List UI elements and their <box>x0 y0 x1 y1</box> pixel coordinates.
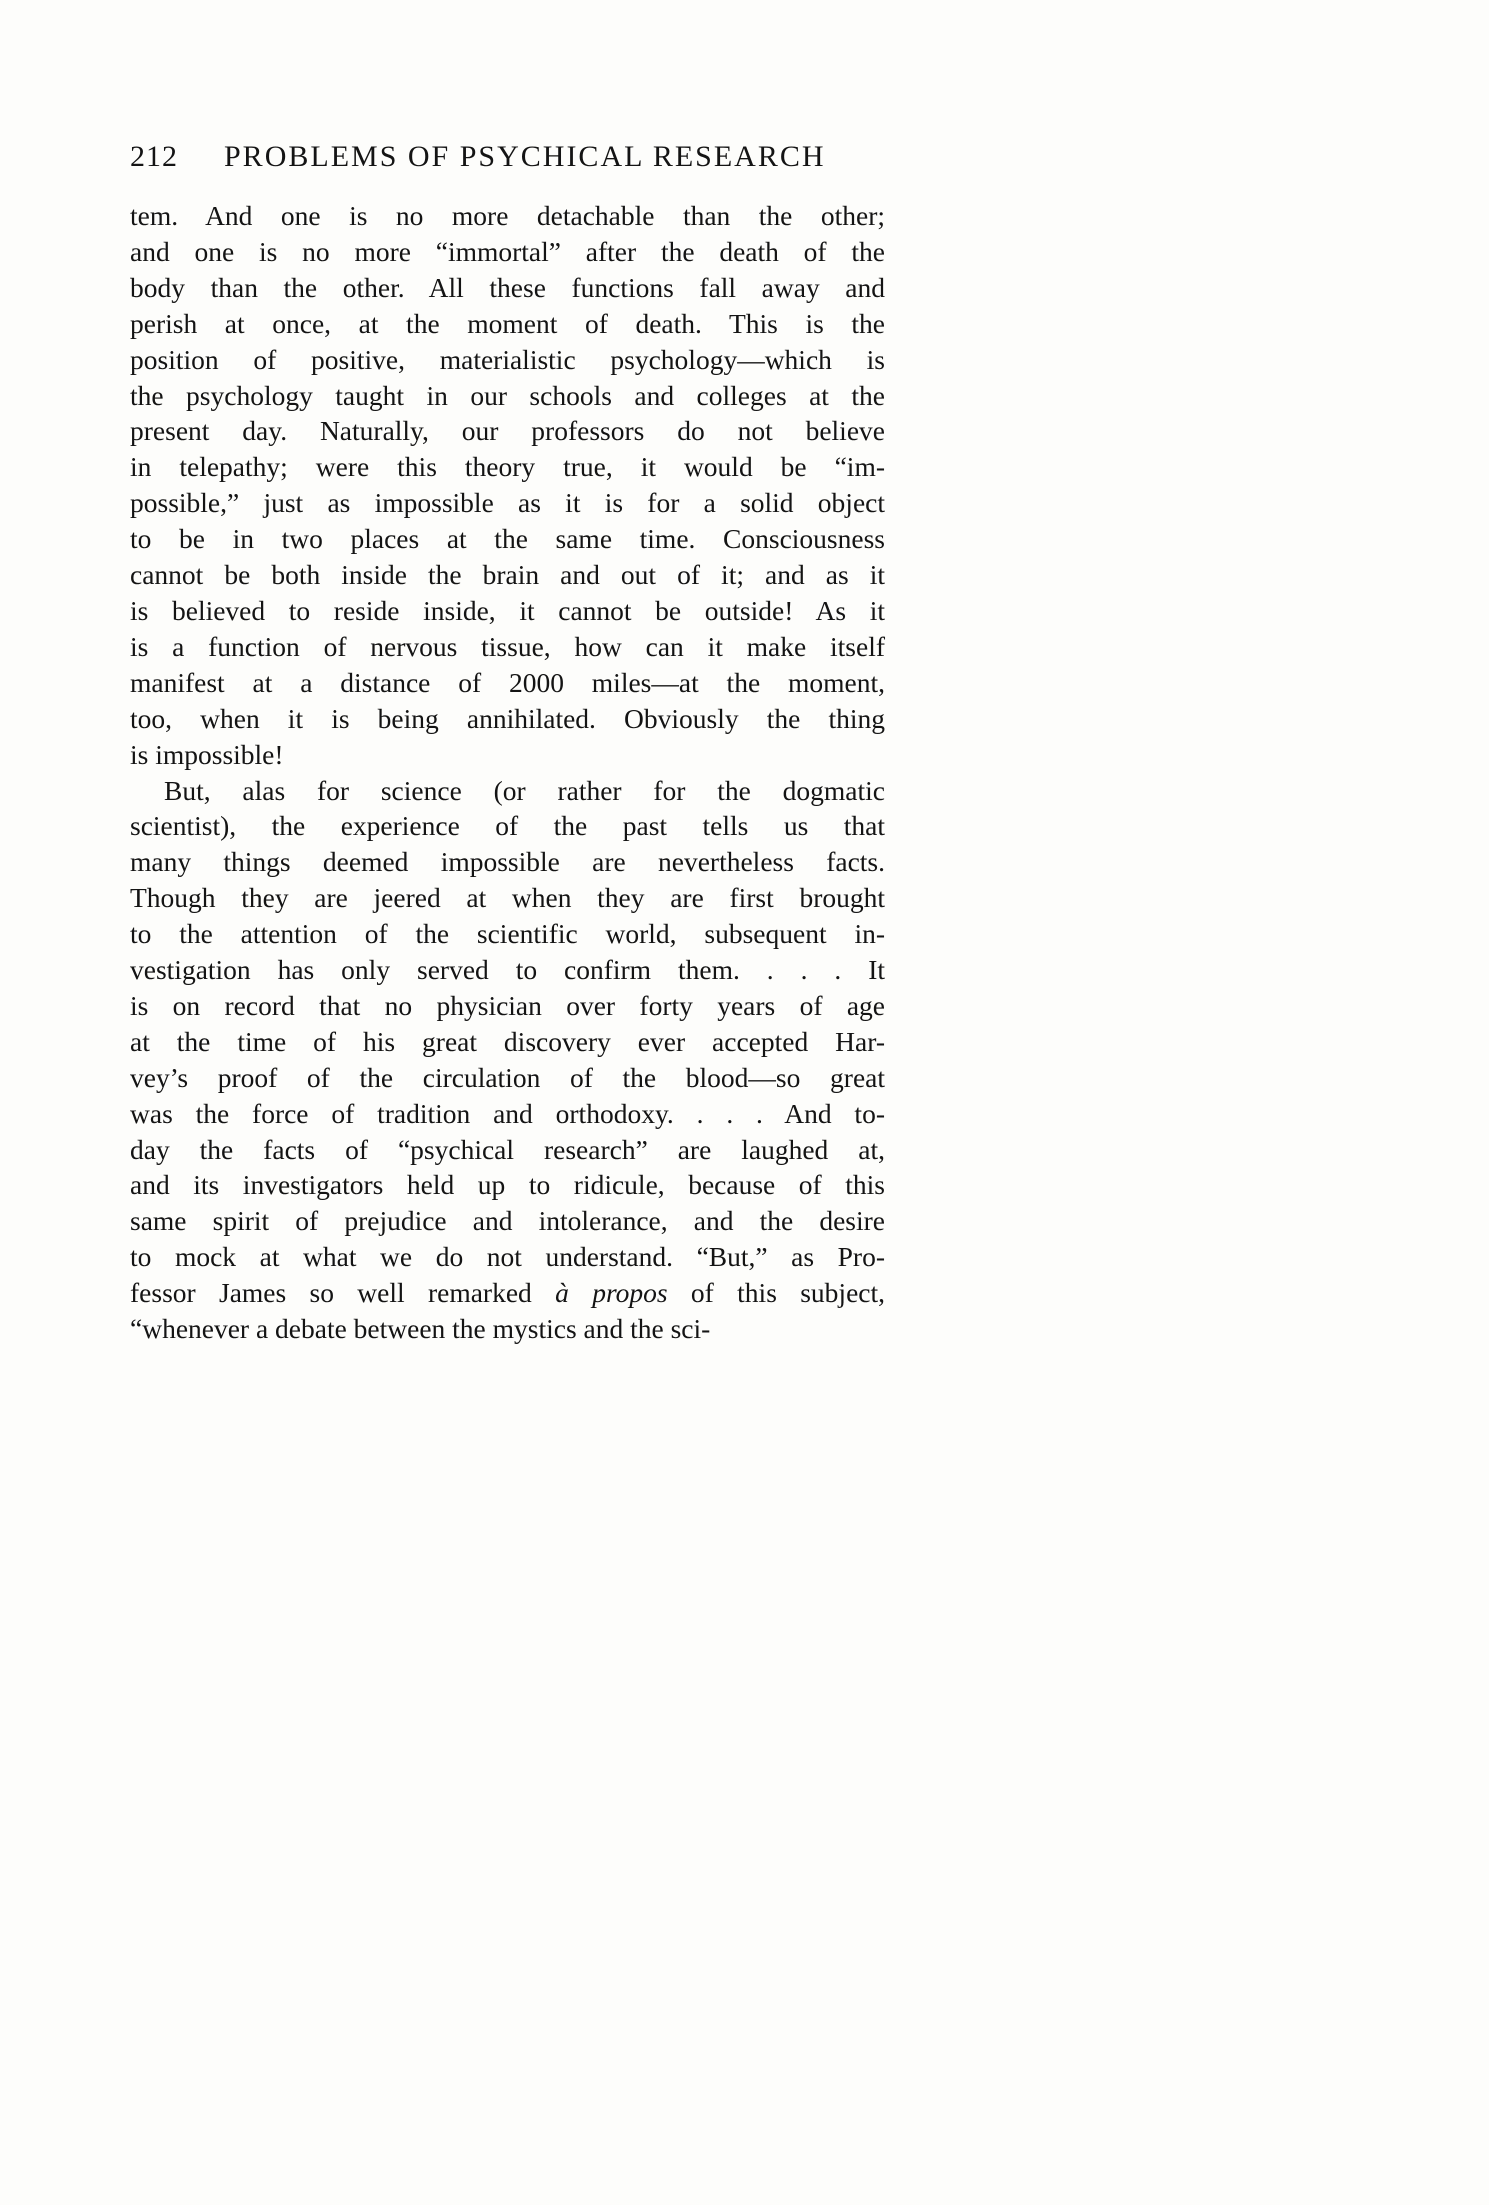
text-line: is impossible! <box>130 738 284 770</box>
text-line: vey’s proof of the circulation of the blood—so great <box>130 1061 885 1093</box>
text-line: to mock at what we do not understand. “But,” as Pro- <box>130 1241 885 1273</box>
text-line: at the time of his great discovery ever accepted Har- <box>130 1025 885 1057</box>
text-line: manifest at a distance of 2000 miles—at the moment, <box>130 666 885 698</box>
text-line: scientist), the experience of the past tells us that <box>130 810 885 842</box>
text-line: cannot be both inside the brain and out of it; and as it <box>130 559 885 591</box>
text-line: in telepathy; were this theory true, it would be “im- <box>130 451 885 483</box>
text-line: day the facts of “psychical research” are laughed at, <box>130 1133 885 1165</box>
text-line: to be in two places at the same time. Consciousness <box>130 523 885 555</box>
text-line: But, alas for science (or rather for the dogmatic <box>164 774 885 806</box>
text-line: to the attention of the scientific world, subsequent in- <box>130 918 885 950</box>
text-line: body than the other. All these functions fall away and <box>130 271 885 303</box>
text-line: tem. And one is no more detachable than the other; <box>130 200 885 231</box>
text-line: the psychology taught in our schools and colleges at the <box>130 379 885 411</box>
text-line: is on record that no physician over forty years of age <box>130 989 885 1021</box>
page-header <box>130 140 885 174</box>
text-line: position of positive, materialistic psychology—which is <box>130 343 885 375</box>
text-line: same spirit of prejudice and intolerance, and the desire <box>130 1205 885 1237</box>
text-line: “whenever a debate between the mystics and the sci- <box>130 1313 711 1345</box>
text-line: Though they are jeered at when they are first brought <box>130 882 885 914</box>
page-header-title: PROBLEMS OF PSYCHICAL RESEARCH <box>224 140 826 173</box>
italic-text: à propos <box>555 1277 668 1309</box>
text-line: was the force of tradition and orthodoxy. . . . And to- <box>130 1097 885 1129</box>
text-line: is believed to reside inside, it cannot be outside! As it <box>130 594 885 626</box>
text-line <box>130 1275 885 1311</box>
text-line: and its investigators held up to ridicule, because of this <box>130 1169 885 1201</box>
text-segment: fessor James so well remarked <box>130 1277 556 1309</box>
text-segment: of this subject, <box>667 1277 885 1309</box>
paragraph <box>130 198 885 773</box>
text-line: present day. Naturally, our professors do not believe <box>130 415 885 447</box>
text-line: perish at once, at the moment of death. This is the <box>130 307 885 339</box>
text-line: many things deemed impossible are nevertheless facts. <box>130 846 885 878</box>
text-block <box>130 140 885 1347</box>
page-number: 212 <box>130 140 178 173</box>
text-line: vestigation has only served to confirm them. . . . It <box>130 954 885 986</box>
page-body <box>130 198 885 1347</box>
text-line: too, when it is being annihilated. Obviously the thing <box>130 702 885 734</box>
text-line: possible,” just as impossible as it is for a solid object <box>130 487 885 519</box>
paragraph <box>130 773 885 1348</box>
text-line: and one is no more “immortal” after the death of the <box>130 235 885 267</box>
text-line: is a function of nervous tissue, how can it make itself <box>130 630 885 662</box>
